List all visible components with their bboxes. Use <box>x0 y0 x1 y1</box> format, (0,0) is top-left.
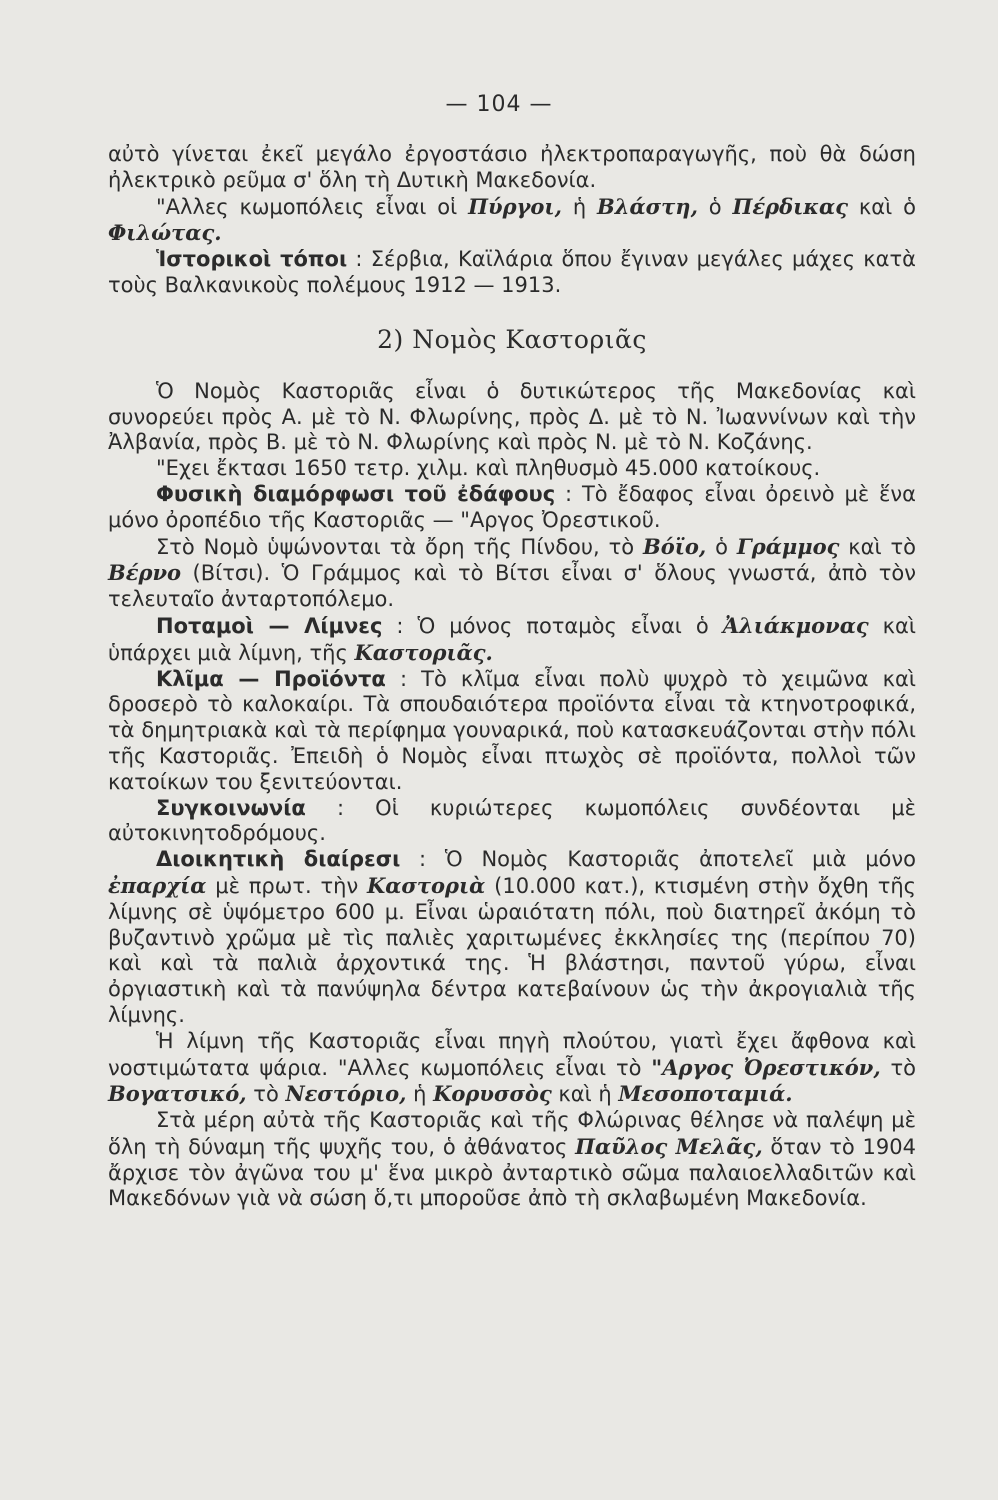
paragraph-pavlos-melas: Στὰ μέρη αὐτὰ τῆς Καστοριᾶς καὶ τῆς Φλώρινας θέλησε νὰ παλέψη μὲ ὅλη τὴ δύναμη τῆς ψυχῆς του, ὁ ἀθάνατος Παῦλος Μελᾶς, ὅταν τὸ 1904 ἄρχισε τὸν ἀγῶνα του μ' ἕνα μικρὸ ἀνταρτικὸ σῶμα παλαιοελλαδιτῶν καὶ Μακεδόνων γιὰ νὰ σώση ὅ,τι μποροῦσε ἀπὸ τὴ σκλαβωμένη Μακεδονία. <box>108 1108 916 1211</box>
place-name: Πέρδικας <box>732 193 848 219</box>
paragraph-terrain: Φυσικὴ διαμόρφωσι τοῦ ἐδάφους : Τὸ ἔδαφος εἶναι ὀρεινὸ μὲ ἕνα μόνο ὀροπέδιο τῆς Καστοριᾶς — "Αργος Ὀρεστικοῦ. <box>108 481 916 532</box>
place-name: Καστοριὰ <box>367 872 486 898</box>
person-name: Παῦλος Μελᾶς, <box>575 1133 763 1159</box>
section-label: Φυσικὴ διαμόρφωσι τοῦ ἐδάφους <box>156 481 556 506</box>
place-name: Βογατσικό, <box>108 1081 247 1107</box>
place-name: Πύργοι, <box>468 193 562 219</box>
paragraph-other-towns: "Αλλες κωμοπόλεις εἶναι οἱ Πύργοι, ἡ Βλάστη, ὁ Πέρδικας καὶ ὁ Φιλώτας. <box>108 193 916 246</box>
emphasis: ἐπαρχία <box>108 872 207 898</box>
paragraph-mountains: Στὸ Νομὸ ὑψώνονται τὰ ὄρη τῆς Πίνδου, τὸ Βόϊο, ὁ Γράμμος καὶ τὸ Βέρνο (Βίτσι). Ὁ Γράμμος καὶ τὸ Βίτσι εἶναι σ' ὅλους γνωστά, ἀπὸ τὸν τελευταῖο ἀνταρτοπόλεμο. <box>108 533 917 612</box>
place-name: Μεσοποταμιά. <box>618 1081 793 1107</box>
place-name: Φιλώτας. <box>108 220 222 246</box>
section-label: Συγκοινωνία <box>156 795 306 820</box>
place-name: Βέρνο <box>108 560 182 586</box>
paragraph-climate-products: Κλῖμα — Προϊόντα : Τὸ κλῖμα εἶναι πολὺ ψυχρὸ τὸ χειμῶνα καὶ δροσερὸ τὸ καλοκαίρι. Τὰ σπουδαιότερα προϊόντα εἶναι τὰ κτηνοτροφικά, τὰ δημητριακὰ καὶ τὰ περίφημα γουναρικά, ποὺ κατασκευάζονται στὴν πόλι τῆς Καστοριᾶς. Ἐπειδὴ ὁ Νομὸς εἶναι πτωχὸς σὲ προϊόντα, πολλοὶ τῶν κατοίκων του ξενιτεύονται. <box>108 666 916 794</box>
section-label: Διοικητικὴ διαίρεσι <box>156 847 401 872</box>
paragraph-historic-sites: Ἱστορικοὶ τόποι : Σέρβια, Καϊλάρια ὅπου ἔγιναν μεγάλες μάχες κατὰ τοὺς Βαλκανικοὺς πολέμους 1912 — 1913. <box>108 247 916 297</box>
paragraph-lake-towns: Ἡ λίμνη τῆς Καστοριᾶς εἶναι πηγὴ πλούτου, γιατὶ ἔχει ἄφθονα καὶ νοστιμώτατα ψάρια. "Αλλες κωμοπόλεις εἶναι τὸ "Αργος Ὀρεστικόν, τὸ Βογατσικό, τὸ Νεστόριο, ἡ Κορυσσὸς καὶ ἡ Μεσοποταμιά. <box>108 1028 916 1107</box>
section-label: Ἱστορικοὶ τόποι <box>156 247 348 272</box>
paragraph-administration: Διοικητικὴ διαίρεσι : Ὁ Νομὸς Καστοριᾶς ἀποτελεῖ μιὰ μόνο ἐπαρχία μὲ πρωτ. τὴν Καστοριὰ (10.000 κατ.), κτισμένη στὴν ὄχθη τῆς λίμνης σὲ ὑψόμετρο 600 μ. Εἶναι ὡραιότατη πόλι, ποὺ διατηρεῖ ἀκόμη τὸ βυζαντινὸ χρῶμα μὲ τὶς παλιὲς χαριτωμένες ἐκκλησίες της (περίπου 70) καὶ καὶ τὰ παλιὰ ἀρχοντικά της. Ἡ βλάστησι, παντοῦ γύρω, εἶναι ὀργιαστικὴ καὶ τὰ πανύψηλα δέντρα κατεβαίνουν ὡς τὴν ἀκρογιαλιὰ τῆς λίμνης. <box>108 847 916 1027</box>
place-name: Νεστόριο, <box>285 1081 407 1107</box>
place-name: Γράμμος <box>736 533 840 559</box>
place-name: Βόϊο, <box>642 533 707 559</box>
place-name: Βλάστη, <box>597 193 698 219</box>
section-label: Ποταμοὶ — Λίμνες <box>156 613 383 638</box>
place-name: "Αργος Ὀρεστικόν, <box>651 1054 881 1080</box>
place-name: Ἀλιάκμονας <box>722 612 869 638</box>
place-name: Καστοριᾶς. <box>354 639 493 665</box>
place-name: Κορυσσὸς <box>433 1081 552 1107</box>
paragraph-rivers-lakes: Ποταμοὶ — Λίμνες : Ὁ μόνος ποταμὸς εἶναι ὁ Ἀλιάκμονας καὶ ὑπάρχει μιὰ λίμνη, τῆς Καστοριᾶς. <box>108 612 916 665</box>
section-label: Κλῖμα — Προϊόντα <box>156 666 386 691</box>
paragraph-transport: Συγκοινωνία : Οἱ κυριώτερες κωμοπόλεις συνδέονται μὲ αὐτοκινητοδρόμους. <box>108 795 916 846</box>
paragraph-borders: Ὁ Νομὸς Καστοριᾶς εἶναι ὁ δυτικώτερος τῆς Μακεδονίας καὶ συνορεύει πρὸς Α. μὲ τὸ Ν. Φλωρίνης, πρὸς Δ. μὲ τὸ Ν. Ἰωαννίνων καὶ τὴν Ἀλβανία, πρὸς Β. μὲ τὸ Ν. Φλωρίνης καὶ πρὸς Ν. μὲ τὸ Ν. Κοζάνης. <box>108 378 916 455</box>
paragraph-area: "Εχει ἔκτασι 1650 τετρ. χιλμ. καὶ πληθυσμὸ 45.000 κατοίκους. <box>156 456 821 481</box>
section-heading: 2) Νομὸς Καστοριᾶς <box>377 324 647 354</box>
page-number: — 104 — <box>445 92 553 117</box>
body-text <box>108 142 916 1212</box>
paragraph-intro: αὐτὸ γίνεται ἐκεῖ μεγάλο ἐργοστάσιο ἠλεκτροπαραγωγῆς, ποὺ θὰ δώση ἠλεκτρικὸ ρεῦμα σ' ὅλη τὴ Δυτικὴ Μακεδονία. <box>108 142 916 192</box>
